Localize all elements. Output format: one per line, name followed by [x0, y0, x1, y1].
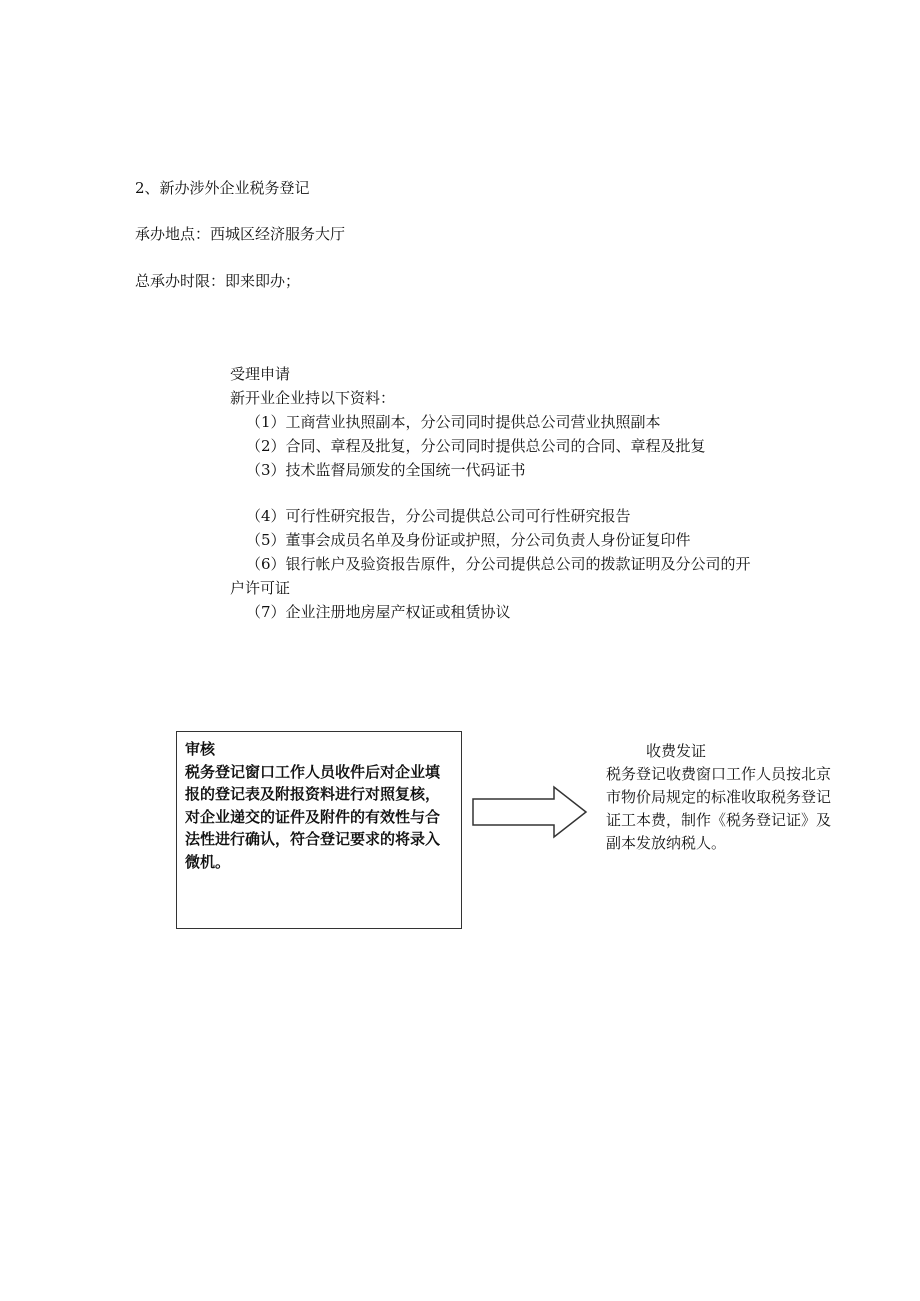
material-item-7: （7）企业注册地房屋产权证或租赁协议 [246, 603, 511, 621]
fee-issuance-block [606, 740, 842, 855]
material-item-6: （6）银行帐户及验资报告原件，分公司提供总公司的拨款证明及分公司的开 [246, 555, 751, 573]
accept-intro: 新开业企业持以下资料： [230, 389, 396, 407]
material-item-1: （1）工商营业执照副本，分公司同时提供总公司营业执照副本 [246, 413, 661, 431]
section-heading: 2、新办涉外企业税务登记 [135, 179, 310, 197]
material-item-5: （5）董事会成员名单及身份证或护照，分公司负责人身份证复印件 [246, 531, 691, 549]
material-item-6-continued: 户许可证 [230, 579, 291, 597]
time-limit-line: 总承办时限：即来即办； [135, 272, 301, 290]
right-arrow-icon [470, 783, 590, 841]
material-item-4: （4）可行性研究报告，分公司提供总公司可行性研究报告 [246, 507, 631, 525]
material-item-3: （3）技术监督局颁发的全国统一代码证书 [246, 461, 526, 479]
fee-title: 收费发证 [646, 742, 707, 760]
accept-application-block [230, 362, 830, 624]
review-description: 税务登记窗口工作人员收件后对企业填报的登记表及附报资料进行对照复核，对企业递交的证件及附件的有效性与合法性进行确认，符合登记要求的将录入微机。 [185, 762, 441, 871]
review-title: 审核 [185, 740, 216, 758]
accept-title: 受理申请 [230, 365, 291, 383]
fee-description: 税务登记收费窗口工作人员按北京市物价局规定的标准收取税务登记证工本费，制作《税务登记证》及副本发放纳税人。 [606, 765, 832, 852]
venue-line: 承办地点：西城区经济服务大厅 [135, 225, 346, 243]
material-item-2: （2）合同、章程及批复，分公司同时提供总公司的合同、章程及批复 [246, 437, 706, 455]
review-step-box [176, 731, 462, 929]
